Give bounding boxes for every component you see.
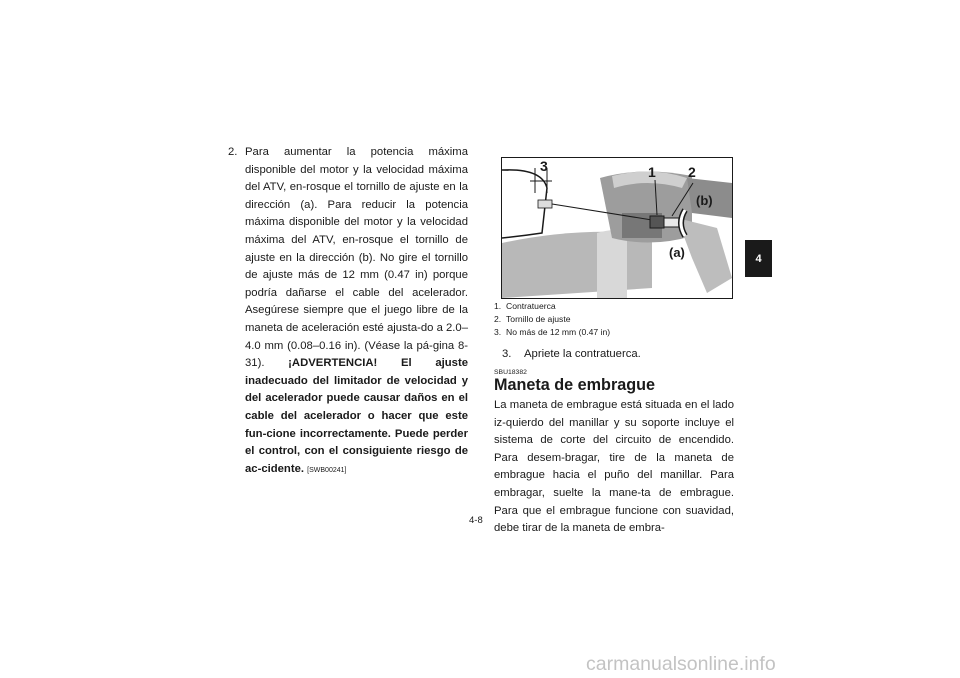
step-text: Apriete la contratuerca.	[524, 348, 641, 360]
figure-captions	[494, 300, 610, 339]
callout-3: 3	[540, 158, 548, 174]
step-3	[494, 346, 641, 363]
step-number: 3.	[502, 348, 512, 360]
section-title: Maneta de embrague	[494, 376, 656, 394]
caption-number: 2.	[494, 314, 502, 324]
warning-code: [SWB00241]	[307, 466, 347, 474]
callout-1: 1	[648, 164, 656, 180]
step-2	[228, 144, 468, 479]
section-body: La maneta de embrague está situada en el lado iz-quierdo del manillar y su soporte incluye el sistema de corte del circuito de encendido. Para desem-bragar, tire de la maneta de embrague hacia el puño del manillar. Para embragar, suelte la mane-ta de embrague. Para que el embrague funcione con suavidad, debe tirar de la maneta de embra-	[494, 399, 734, 535]
caption-item	[494, 313, 610, 326]
page-number: 4-8	[469, 515, 483, 526]
callout-2: 2	[688, 164, 696, 180]
callout-a: (a)	[669, 245, 685, 260]
caption-number: 3.	[494, 327, 502, 337]
chapter-tab: 4	[745, 240, 772, 277]
step-text	[245, 144, 468, 479]
caption-text: Tornillo de ajuste	[506, 314, 571, 324]
caption-item	[494, 300, 610, 313]
step-number: 2.	[228, 146, 238, 158]
throttle-limiter-illustration	[501, 157, 733, 299]
step-paragraph: Para aumentar la potencia máxima disponible del motor y la velocidad máxima del ATV, en-rosque el tornillo de ajuste en la dirección (a). Para reducir la potencia máxima disponible del motor y la velocidad máxima del ATV, en-rosque el tornillo de ajuste en la dirección (b). No gire el tornillo de ajuste más de 12 mm (0.47 in) porque podría dañarse el cable del acelerador. Asegúrese siempre que el juego libre de la maneta de aceleración esté ajusta-do a 2.0–4.0 mm (0.08–0.16 in). (Véase la pá-gina 8-31).	[245, 146, 468, 370]
callout-b: (b)	[696, 193, 713, 208]
caption-item	[494, 326, 610, 339]
left-column	[228, 144, 468, 479]
caption-text: No más de 12 mm (0.47 in)	[506, 327, 611, 337]
warning-text: ¡ADVERTENCIA! El ajuste inadecuado del limitador de velocidad y del acelerador puede causar daños en el cable del acelerador o hacer que este fun-cione incorrectamente. Puede perder el control, con el consiguiente riesgo de ac-cidente.	[245, 357, 469, 475]
caption-text: Contratuerca	[506, 301, 556, 311]
caption-number: 1.	[494, 301, 502, 311]
section-code: SBU18382	[494, 369, 527, 376]
watermark: carmanualsonline.info	[586, 653, 776, 675]
